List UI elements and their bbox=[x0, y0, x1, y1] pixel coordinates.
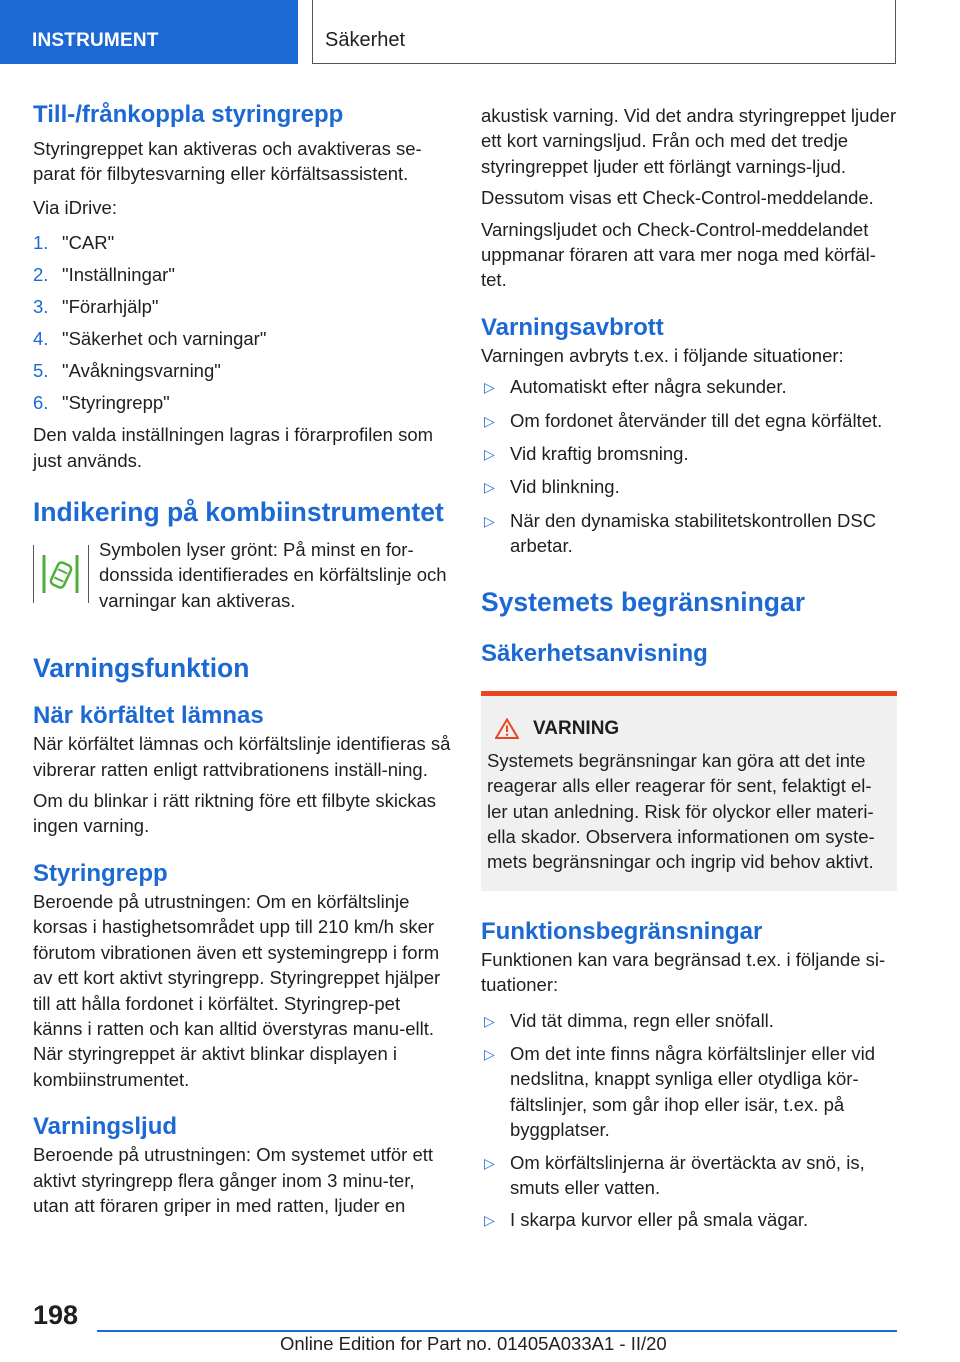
list-item: 1. "CAR" bbox=[33, 232, 115, 254]
footer-divider bbox=[97, 1330, 897, 1332]
list-item: ▷ Om det inte finns några körfältslinjer eller vid nedslitna, knappt synliga eller otydliga kör-fältslinjer, som går ihop eller isär, t.ex. på byggplatser. bbox=[481, 1041, 897, 1143]
list-item: ▷ Om fordonet återvänder till det egna körfältet. bbox=[481, 408, 897, 434]
paragraph-check-control: Dessutom visas ett Check-Control-meddelande. bbox=[481, 187, 874, 209]
list-item: ▷ När den dynamiska stabilitetskontrollen DSC arbetar. bbox=[481, 508, 897, 559]
idrive-steps bbox=[33, 230, 451, 415]
paragraph-steering: Beroende på utrustningen: Om en körfältslinje korsas i hastighetsområdet upp till 210 km/h sker förutom vibrationen även ett systemingrepp i form av ett kort aktivt styringrepp. Styringreppet hjälper till att hålla fordonet i körfältet. Styringrep-pet känns i ratten och kan alltid överstyras manu-ellt. När styringreppet är aktivt blinkar displayen i kombiinstrumentet. bbox=[33, 890, 441, 1090]
paragraph-toggle: Styringreppet kan aktiveras och avaktiveras se-parat för filbytesvarning eller körfältsassistent. bbox=[33, 138, 422, 185]
paragraph-function-limits: Funktionen kan vara begränsad t.ex. i följande si-tuationer: bbox=[481, 948, 886, 996]
heading-steering: Styringrepp bbox=[33, 859, 168, 887]
footer-edition: Online Edition for Part no. 01405A033A1 - II/20 bbox=[280, 1333, 667, 1354]
paragraph-leave-1: När körfältet lämnas och körfältslinje identifieras så vibrerar ratten enligt rattvibrationens inställ-ning. bbox=[33, 733, 451, 780]
list-item: 2. "Inställningar" bbox=[33, 264, 175, 286]
triangle-right-icon: ▷ bbox=[484, 1045, 495, 1062]
paragraph-warning-sound: Beroende på utrustningen: Om systemet utför ett aktivt styringrepp flera gånger inom 3 minu-ter, utan att föraren griper in med ratten, ljuder en bbox=[33, 1144, 434, 1216]
paragraph-via: Via iDrive: bbox=[33, 196, 117, 218]
heading-safety-note: Säkerhetsanvisning bbox=[481, 639, 708, 667]
heading-warning-function: Varningsfunktion bbox=[33, 653, 250, 684]
triangle-right-icon: ▷ bbox=[484, 1154, 495, 1171]
page-number: 198 bbox=[33, 1300, 79, 1330]
triangle-right-icon: ▷ bbox=[484, 1212, 495, 1229]
heading-indicator: Indikering på kombiinstrumentet bbox=[33, 497, 444, 528]
warning-text: Systemets begränsningar kan göra att det inte reagerar alls eller reagerar för sent, felaktigt el-ler utan anledning. Risk för olyckor eller materi-ella skador. Observera informationen om syste-mets begränsningar och ingrip vid behov aktivt. bbox=[487, 749, 875, 873]
triangle-right-icon: ▷ bbox=[484, 379, 495, 396]
paragraph-abort: Varningen avbryts t.ex. i följande situationer: bbox=[481, 344, 844, 366]
list-item: ▷ Vid blinkning. bbox=[481, 474, 897, 500]
list-item: 6. "Styringrepp" bbox=[33, 392, 170, 414]
list-item: ▷ Automatiskt efter några sekunder. bbox=[481, 374, 897, 400]
paragraph-urge: Varningsljudet och Check-Control-meddelandet uppmanar föraren att vara mer noga med körfäl-tet. bbox=[481, 218, 876, 291]
indicator-text: Symbolen lyser grönt: På minst en for-donssida identifierades en körfältslinje och varningar kan aktiveras. bbox=[99, 539, 447, 611]
heading-leave-lane: När körfältet lämnas bbox=[33, 702, 264, 730]
heading-function-limits: Funktionsbegränsningar bbox=[481, 917, 763, 945]
right-column bbox=[481, 103, 897, 1241]
list-item: ▷ I skarpa kurvor eller på smala vägar. bbox=[481, 1207, 897, 1233]
triangle-right-icon: ▷ bbox=[484, 479, 495, 496]
warning-box bbox=[481, 691, 897, 891]
lane-departure-icon bbox=[33, 545, 89, 603]
list-item: ▷ Om körfältslinjerna är övertäckta av snö, is, smuts eller vatten. bbox=[481, 1150, 897, 1201]
function-limits-list bbox=[481, 1008, 897, 1234]
chapter-header bbox=[312, 0, 896, 64]
list-item: 3. "Förarhjälp" bbox=[33, 296, 159, 318]
triangle-right-icon: ▷ bbox=[484, 1012, 495, 1029]
section-tab bbox=[0, 0, 298, 64]
indicator-block bbox=[33, 537, 451, 613]
paragraph-saved: Den valda inställningen lagras i förarprofilen som just används. bbox=[33, 424, 434, 471]
paragraph-leave-2: Om du blinkar i rätt riktning före ett filbyte skickas ingen varning. bbox=[33, 790, 437, 837]
list-item: ▷ Vid kraftig bromsning. bbox=[481, 441, 897, 467]
section-label: INSTRUMENT bbox=[32, 30, 159, 51]
list-item: 5. "Avåkningsvarning" bbox=[33, 360, 221, 382]
list-item: 4. "Säkerhet och varningar" bbox=[33, 328, 267, 350]
left-column bbox=[33, 100, 451, 1224]
triangle-right-icon: ▷ bbox=[484, 412, 495, 429]
paragraph-continued: akustisk varning. Vid det andra styringreppet ljuder ett kort varningsljud. Från och med det tredje styringreppet ljuder ett förlängt varnings-ljud. bbox=[481, 105, 897, 177]
warning-triangle-icon bbox=[495, 718, 519, 739]
list-item: ▷ Vid tät dimma, regn eller snöfall. bbox=[481, 1008, 897, 1034]
abort-list bbox=[481, 374, 897, 558]
chapter-title: Säkerhet bbox=[325, 29, 406, 51]
heading-abort: Varningsavbrott bbox=[481, 313, 664, 341]
heading-toggle: Till-/frånkoppla styringrepp bbox=[33, 101, 344, 128]
triangle-right-icon: ▷ bbox=[484, 512, 495, 529]
warning-title-row bbox=[495, 718, 889, 740]
heading-system-limits: Systemets begränsningar bbox=[481, 586, 806, 617]
triangle-right-icon: ▷ bbox=[484, 446, 495, 463]
heading-warning-sound: Varningsljud bbox=[33, 1113, 178, 1141]
warning-title: VARNING bbox=[533, 717, 620, 739]
